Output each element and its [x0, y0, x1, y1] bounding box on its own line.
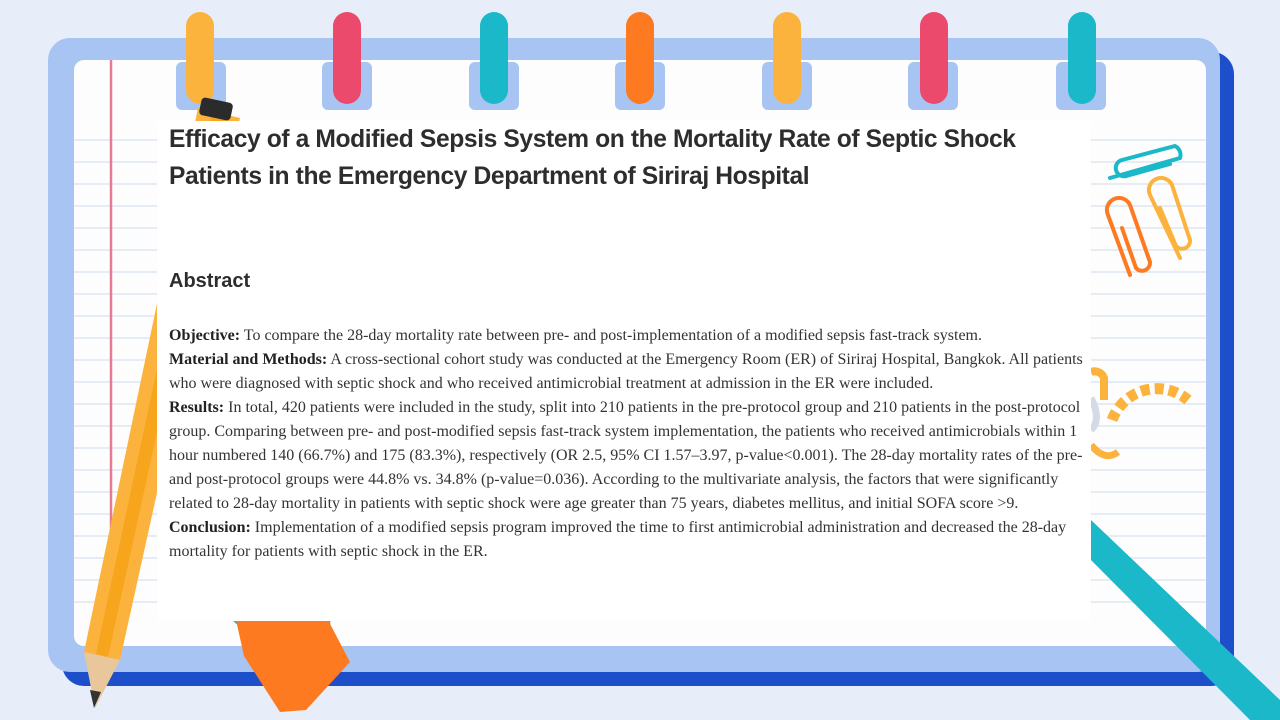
article-card — [157, 121, 1091, 621]
methods-label: Material and Methods: — [169, 351, 328, 368]
abstract-body — [169, 324, 1084, 564]
article-title: Efficacy of a Modified Sepsis System on the Mortality Rate of Septic Shock Patients in the Emergency Department of Siriraj Hospital — [169, 125, 1016, 190]
abstract-objective — [169, 324, 1084, 348]
conclusion-text: Implementation of a modified sepsis program improved the time to first antimicrobial administration and decreased the 28-day mortality for patients with septic shock in the ER. — [169, 519, 1067, 560]
objective-label: Objective: — [169, 327, 241, 344]
abstract-methods — [169, 348, 1084, 396]
methods-text: A cross-sectional cohort study was conducted at the Emergency Room (ER) of Siriraj Hospital, Bangkok. All patients who were diagnosed with septic shock and who received antimicrobial treatment at admission in the ER were included. — [169, 351, 1083, 392]
results-label: Results: — [169, 399, 225, 416]
abstract-heading: Abstract — [169, 270, 251, 292]
conclusion-label: Conclusion: — [169, 519, 251, 536]
abstract-conclusion — [169, 516, 1084, 564]
abstract-results — [169, 396, 1084, 516]
results-text: In total, 420 patients were included in the study, split into 210 patients in the pre-protocol group and 210 patients in the post-protocol group. Comparing between pre- and post-modified sepsis fast-track system implementation, the patients who received antimicrobials within 1 hour numbered 140 (66.7%) and 175 (83.3%), respectively (OR 2.5, 95% CI 1.57–3.97, p-value<0.001). The 28-day mortality rates of the pre- and post-protocol groups were 44.8% vs. 34.8% (p-value=0.036). According to the multivariate analysis, the factors that were significantly related to 28-day mortality in patients with septic shock were age greater than 75 years, diabetes mellitus, and initial SOFA score >9. — [169, 399, 1083, 512]
objective-text: To compare the 28-day mortality rate between pre- and post-implementation of a modified sepsis fast-track system. — [240, 327, 982, 344]
